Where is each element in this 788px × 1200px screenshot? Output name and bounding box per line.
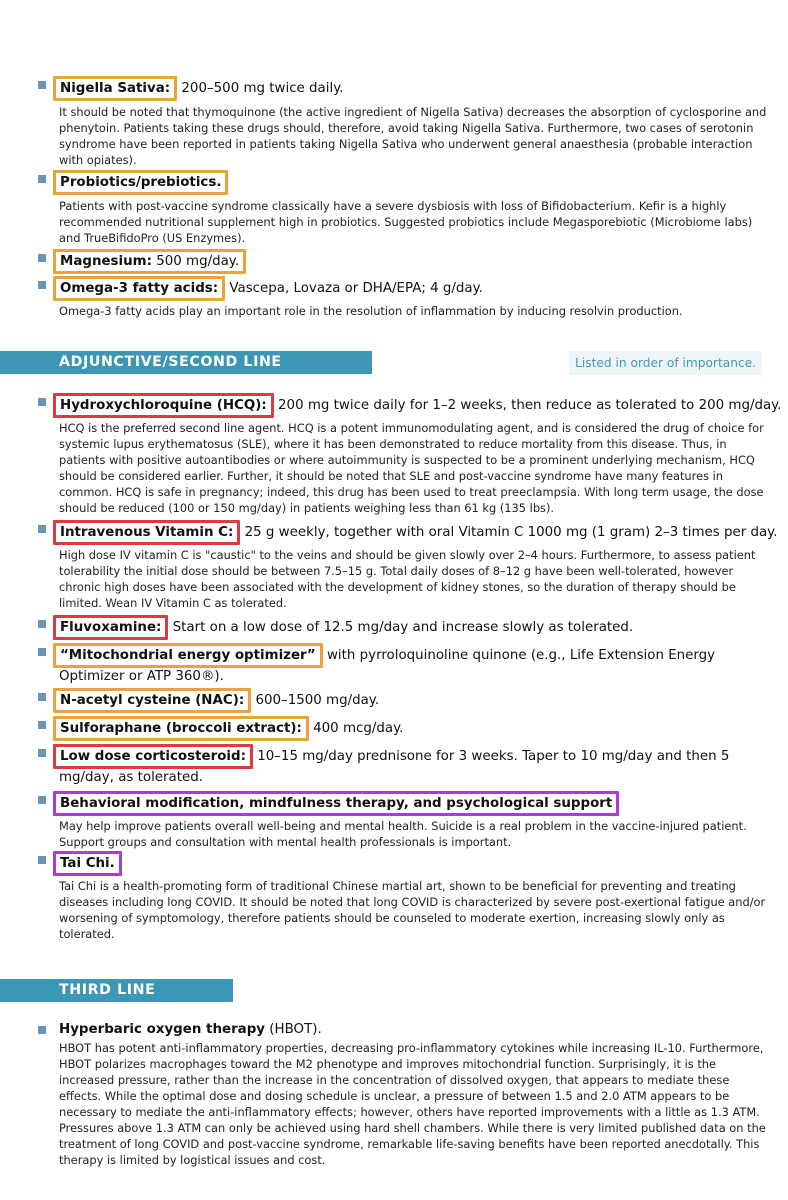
list-item: [38, 1021, 768, 1168]
item-dose: Vascepa, Lovaza or DHA/EPA; 4 g/day.: [229, 281, 483, 296]
item-dose: Start on a low dose of 12.5 mg/day and increase slowly as tolerated.: [172, 620, 634, 635]
item-label: Hyperbaric oxygen therapy: [59, 1022, 266, 1037]
highlight-box-orange: [53, 170, 228, 195]
bullet: [38, 796, 46, 804]
section-header-second-line: ADJUNCTIVE/SECOND LINE THERAPIES: [0, 351, 372, 374]
item-dose: 200–500 mg twice daily.: [181, 81, 344, 96]
item-label: Nigella Sativa:: [60, 81, 171, 96]
highlight-box-orange: [53, 276, 225, 301]
bullet: [38, 398, 46, 406]
list-item: [38, 643, 768, 685]
bullet: [38, 648, 46, 656]
highlight-box-red: [53, 615, 168, 640]
list-item: [38, 688, 768, 713]
item-label: Sulforaphane (broccoli extract):: [60, 721, 302, 736]
item-description: It should be noted that thymoquinone (the active ingredient of Nigella Sativa) decreases the absorption of cyclosporine and phenytoin. Patients taking these drugs should, therefore, avoid taking Nigella Sativa. Furthermore, two cases of serotonin syndrome have been reported in patients taking Nigella Sativa who underwent general anaesthesia (probable interaction with opiates).: [59, 105, 767, 167]
item-label: Tai Chi.: [60, 856, 115, 871]
item-label: Behavioral modification, mindfulness therapy, and psychological support: [60, 796, 613, 811]
bullet: [38, 620, 46, 628]
highlight-box-purple: [53, 791, 619, 816]
list-item: [38, 791, 768, 850]
bullet: [38, 749, 46, 757]
highlight-box-orange: [53, 76, 177, 101]
item-description: High dose IV vitamin C is "caustic" to the veins and should be given slowly over 2–4 hours. Furthermore, to assess patient tolerability the initial dose should be between 7.5–15 g. Total daily doses of 8–12 g have been well-tolerated, however chronic high doses have been associated with the development of kidney stones, so the duration of therapy should be limited. Wean IV Vitamin C as tolerated.: [59, 548, 756, 610]
item-dose: 25 g weekly, together with oral Vitamin C 1000 mg (1 gram) 2–3 times per day.: [244, 525, 778, 540]
item-dose: 600–1500 mg/day.: [255, 693, 380, 708]
list-item: [38, 170, 768, 246]
item-description: May help improve patients overall well-being and mental health. Suicide is a real problem in the vaccine-injured patient. Support groups and consultation with mental health professionals is important.: [59, 819, 747, 849]
highlight-box-orange: [53, 249, 246, 274]
item-description: HCQ is the preferred second line agent. HCQ is a potent immunomodulating agent, and is considered the drug of choice for systemic lupus erythematosus (SLE), where it has been demonstrated to reduce mortality from this disease. Thus, in patients with positive autoantibodies or where autoimmunity is suspected to be a prominent underlying mechanism, HCQ should be considered earlier. Further, it should be noted that SLE and post-vaccine syndrome have many features in common. HCQ is safe in pregnancy; indeed, this drug has been used to treat preeclampsia. With long term usage, the dose should be reduced (100 or 150 mg/day) in patients weighing less than 61 kg (135 lbs).: [59, 421, 764, 515]
bullet: [38, 1026, 46, 1034]
list-item: [38, 249, 768, 274]
highlight-box-red: [53, 520, 240, 545]
list-item: [38, 276, 768, 319]
item-dose: with pyrroloquinoline quinone (e.g., Life Extension Energy Optimizer or ATP 360®).: [59, 648, 716, 684]
list-item: [38, 615, 768, 640]
list-item: [38, 716, 768, 741]
item-dose: 10–15 mg/day prednisone for 3 weeks. Taper to 10 mg/day and then 5 mg/day, as tolerated.: [59, 749, 730, 785]
list-item: [38, 744, 768, 786]
bullet: [38, 525, 46, 533]
highlight-box-orange: [53, 688, 251, 713]
bullet: [38, 175, 46, 183]
item-label: “Mitochondrial energy optimizer”: [60, 648, 316, 663]
list-item: [38, 520, 778, 611]
item-dose: 400 mcg/day.: [313, 721, 404, 736]
list-item: [38, 393, 782, 516]
list-item: [38, 851, 768, 942]
item-description: Omega-3 fatty acids play an important role in the resolution of inflammation by inducing resolvin production.: [59, 304, 683, 318]
item-label: Omega-3 fatty acids:: [60, 281, 219, 296]
highlight-box-purple: [53, 851, 122, 876]
item-label: Hydroxychloroquine (HCQ):: [60, 398, 267, 413]
item-description: HBOT has potent anti-inflammatory properties, decreasing pro-inflammatory cytokines while increasing IL-10. Furthermore, HBOT polarizes macrophages toward the M2 phenotype and improves mitochondrial function. Surprisingly, it is the increased pressure, rather than the increase in the concentration of dissolved oxygen, that appears to mediate these effects. While the optimal dose and dosing schedule is unclear, a pressure of between 1.5 and 2.0 ATM appears to be necessary to mediate the anti-inflammatory effects; however, others have reported improvements with a little as 1.3 ATM. Pressures above 1.3 ATM can only be achieved using hard shell chambers. While there is very limited published data on the treatment of long COVID and post-vaccine syndrome, remarkable life-saving benefits have been reported anecdotally. This therapy is limited by logistical issues and cost.: [59, 1041, 766, 1167]
item-dose: 200 mg twice daily for 1–2 weeks, then reduce as tolerated to 200 mg/day.: [278, 398, 782, 413]
list-item: [38, 76, 768, 168]
bullet: [38, 281, 46, 289]
highlight-box-red: [53, 744, 253, 769]
item-label: N-acetyl cysteine (NAC):: [60, 693, 245, 708]
bullet: [38, 693, 46, 701]
highlight-box-orange: [53, 716, 309, 741]
item-label: Fluvoxamine:: [60, 620, 162, 635]
bullet: [38, 254, 46, 262]
item-label: Low dose corticosteroid:: [60, 749, 246, 764]
item-label: Probiotics/prebiotics.: [60, 175, 222, 190]
item-label: Intravenous Vitamin C:: [60, 525, 234, 540]
item-description: Tai Chi is a health-promoting form of traditional Chinese martial art, shown to be beneficial for preventing and treating diseases including long COVID. It should be noted that long COVID is characterized by severe post-exertional fatigue and/or worsening of symptomology, therefore patients should be counseled to moderate exertion, increasing slowly only as tolerated.: [59, 879, 766, 941]
highlight-box-red: [53, 393, 274, 418]
item-dose: (HBOT).: [269, 1022, 322, 1037]
section-header-third-line: THIRD LINE THERAPY: [0, 979, 233, 1002]
item-dose: 500 mg/day.: [156, 254, 240, 269]
order-note: Listed in order of importance.: [569, 351, 762, 375]
bullet: [38, 81, 46, 89]
bullet: [38, 721, 46, 729]
item-description: Patients with post-vaccine syndrome classically have a severe dysbiosis with loss of Bifidobacterium. Kefir is a highly recommended nutritional supplement high in probiotics. Suggested probiotics include Megasporebiotic (Microbiome labs) and TrueBifidoPro (US Enzymes).: [59, 199, 753, 245]
bullet: [38, 856, 46, 864]
highlight-box-orange: [53, 643, 323, 668]
item-label: Magnesium:: [60, 254, 152, 269]
